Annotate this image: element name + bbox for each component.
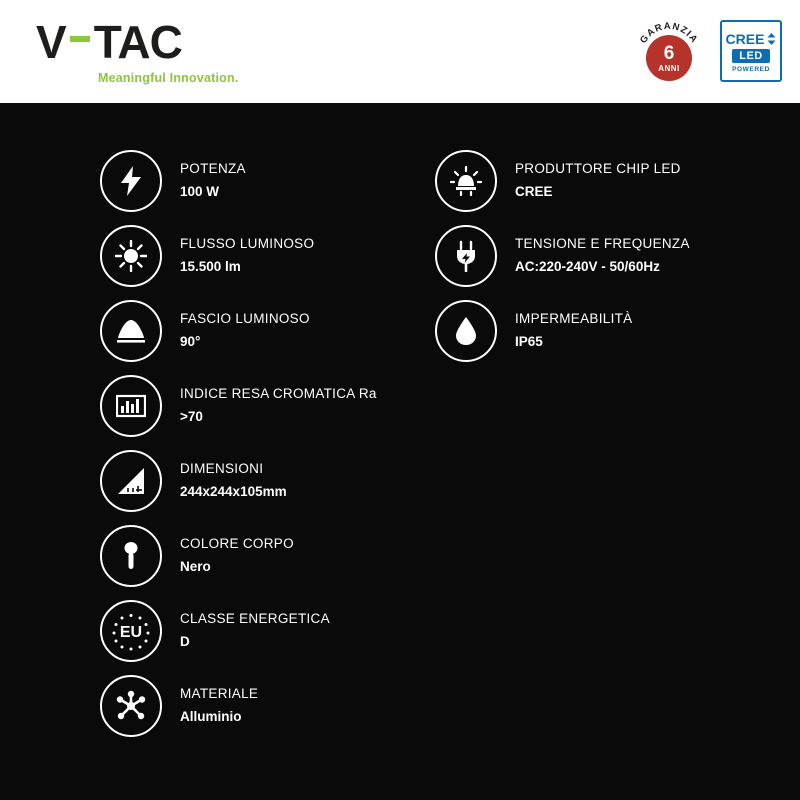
warranty-badge [632, 14, 706, 88]
plug-icon [435, 225, 497, 287]
cree-brand: CREE [725, 30, 765, 47]
logo-primary: V [36, 15, 66, 68]
spec-column-right [435, 143, 690, 368]
brand-logo [36, 15, 239, 85]
spec-label: CLASSE ENERGETICA [180, 610, 330, 626]
spec-label: POTENZA [180, 160, 246, 176]
header [0, 0, 800, 103]
spec-label: PRODUTTORE CHIP LED [515, 160, 681, 176]
cree-led-label: LED [732, 49, 770, 63]
logo-separator-icon [70, 36, 90, 42]
cree-arrows-icon [767, 33, 776, 45]
spec-value: CREE [515, 184, 553, 199]
spec-label: COLORE CORPO [180, 535, 294, 551]
spec-value: Alluminio [180, 709, 242, 724]
spec-row-impermeabilita [435, 293, 690, 368]
spec-label: TENSIONE E FREQUENZA [515, 235, 690, 251]
spec-row-flusso-luminoso [100, 218, 377, 293]
spec-value: AC:220-240V - 50/60Hz [515, 259, 660, 274]
material-atom-icon [100, 675, 162, 737]
spec-value: Nero [180, 559, 211, 574]
logo-wordmark [36, 15, 182, 68]
spec-label: FASCIO LUMINOSO [180, 310, 310, 326]
ruler-icon [100, 450, 162, 512]
spec-column-left [100, 143, 377, 743]
chip-led-icon [435, 150, 497, 212]
spec-value: D [180, 634, 190, 649]
logo-tagline: Meaningful Innovation. [98, 70, 239, 85]
spec-row-materiale [100, 668, 377, 743]
power-bolt-icon [100, 150, 162, 212]
spec-value: 244x244x105mm [180, 484, 287, 499]
spec-value: >70 [180, 409, 203, 424]
spec-label: INDICE RESA CROMATICA Ra [180, 385, 377, 401]
spec-row-indice-resa-cromatica [100, 368, 377, 443]
spec-row-classe-energetica [100, 593, 377, 668]
spec-row-potenza [100, 143, 377, 218]
logo-secondary: TAC [93, 15, 182, 68]
header-badges [632, 14, 782, 88]
cree-powered-label: POWERED [732, 65, 770, 73]
spec-label: IMPERMEABILITÀ [515, 310, 633, 326]
water-drop-icon [435, 300, 497, 362]
beam-angle-icon [100, 300, 162, 362]
spec-row-tensione-frequenza [435, 218, 690, 293]
svg-text:EU: EU [119, 623, 143, 641]
color-picker-icon [100, 525, 162, 587]
spec-row-colore-corpo [100, 518, 377, 593]
warranty-years: 6 [663, 42, 675, 64]
sun-flux-icon [100, 225, 162, 287]
warranty-arc-icon [632, 14, 706, 88]
spec-value: 15.500 lm [180, 259, 241, 274]
spec-row-dimensioni [100, 443, 377, 518]
warranty-unit: ANNI [658, 63, 680, 73]
spec-row-fascio-luminoso [100, 293, 377, 368]
spec-label: FLUSSO LUMINOSO [180, 235, 315, 251]
spec-value: 100 W [180, 184, 220, 199]
cri-bars-icon [100, 375, 162, 437]
cree-badge [720, 20, 782, 82]
spec-label: MATERIALE [180, 685, 259, 701]
spec-grid [0, 103, 800, 800]
spec-value: 90° [180, 334, 201, 349]
eu-energy-icon [100, 600, 162, 662]
svg-text:GARANZIA: GARANZIA [638, 20, 700, 46]
spec-value: IP65 [515, 334, 543, 349]
spec-row-produttore-chip-led [435, 143, 690, 218]
spec-label: DIMENSIONI [180, 460, 264, 476]
